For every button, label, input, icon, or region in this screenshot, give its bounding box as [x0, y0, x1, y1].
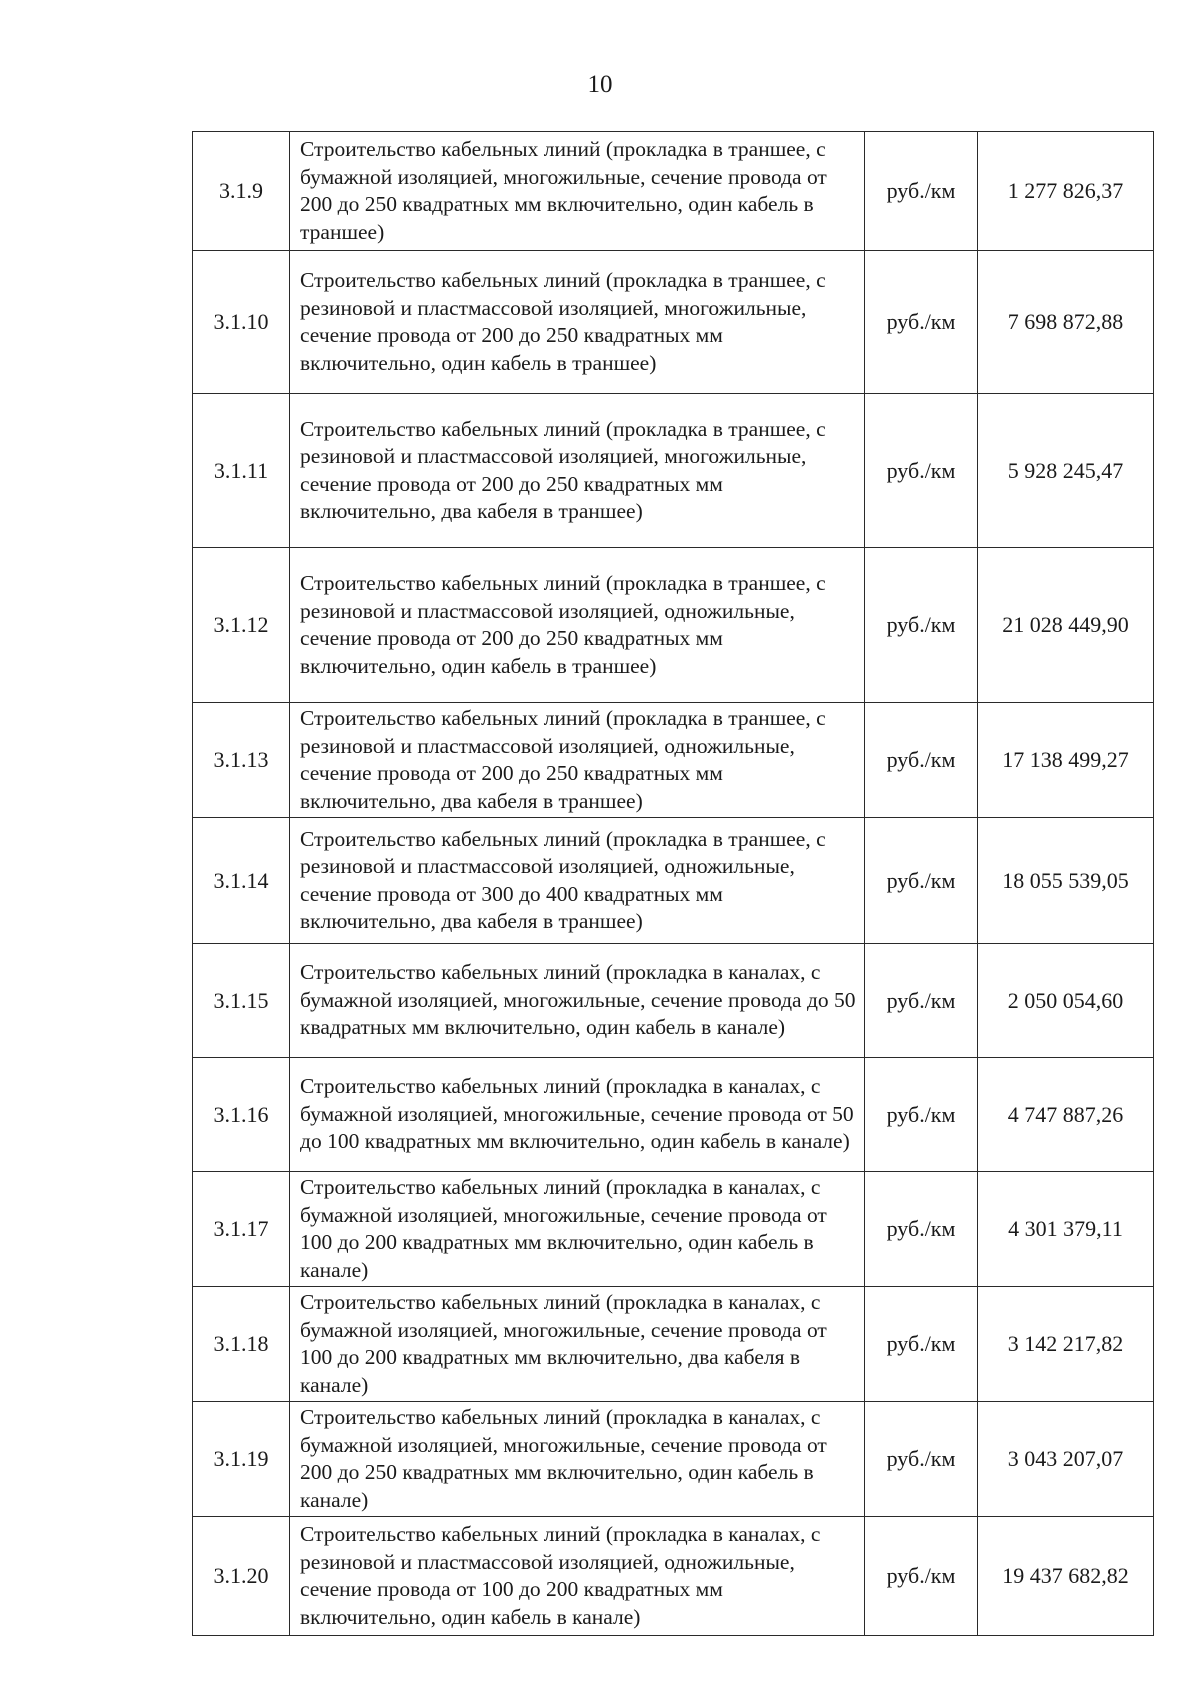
row-unit: руб./км — [865, 1517, 978, 1636]
row-code: 3.1.11 — [193, 394, 290, 548]
row-description: Строительство кабельных линий (прокладка в каналах, с бумажной изоляцией, многожильные, сечение провода от 100 до 200 квадратных мм включительно, один кабель в канале) — [290, 1172, 865, 1287]
table-row — [193, 1172, 1154, 1287]
row-value: 19 437 682,82 — [978, 1517, 1154, 1636]
row-code: 3.1.17 — [193, 1172, 290, 1287]
page-number: 10 — [587, 71, 613, 98]
table-row — [193, 132, 1154, 251]
row-code: 3.1.14 — [193, 818, 290, 944]
row-code: 3.1.15 — [193, 944, 290, 1058]
row-code: 3.1.19 — [193, 1402, 290, 1517]
table-row — [193, 394, 1154, 548]
row-code: 3.1.10 — [193, 251, 290, 394]
row-value: 4 747 887,26 — [978, 1058, 1154, 1172]
table-row — [193, 703, 1154, 818]
row-code: 3.1.13 — [193, 703, 290, 818]
row-unit: руб./км — [865, 1287, 978, 1402]
row-unit: руб./км — [865, 1402, 978, 1517]
row-description: Строительство кабельных линий (прокладка в траншее, с бумажной изоляцией, многожильные, сечение провода от 200 до 250 квадратных мм включительно, один кабель в траншее) — [290, 132, 865, 251]
table-row — [193, 1517, 1154, 1636]
row-unit: руб./км — [865, 394, 978, 548]
row-value: 2 050 054,60 — [978, 944, 1154, 1058]
row-unit: руб./км — [865, 1172, 978, 1287]
row-unit: руб./км — [865, 548, 978, 703]
row-description: Строительство кабельных линий (прокладка в траншее, с резиновой и пластмассовой изоляцией, одножильные, сечение провода от 300 до 400 квадратных мм включительно, два кабеля в траншее) — [290, 818, 865, 944]
table-row — [193, 1058, 1154, 1172]
row-unit: руб./км — [865, 132, 978, 251]
row-value: 3 043 207,07 — [978, 1402, 1154, 1517]
row-value: 18 055 539,05 — [978, 818, 1154, 944]
row-description: Строительство кабельных линий (прокладка в каналах, с бумажной изоляцией, многожильные, сечение провода от 50 до 100 квадратных мм включительно, один кабель в канале) — [290, 1058, 865, 1172]
table-row — [193, 1402, 1154, 1517]
row-code: 3.1.16 — [193, 1058, 290, 1172]
row-description: Строительство кабельных линий (прокладка в каналах, с резиновой и пластмассовой изоляцией, одножильные, сечение провода от 100 до 200 квадратных мм включительно, один кабель в канале) — [290, 1517, 865, 1636]
row-unit: руб./км — [865, 818, 978, 944]
row-unit: руб./км — [865, 703, 978, 818]
row-value: 1 277 826,37 — [978, 132, 1154, 251]
row-code: 3.1.20 — [193, 1517, 290, 1636]
table-row — [193, 818, 1154, 944]
rate-table — [192, 131, 1154, 1636]
row-description: Строительство кабельных линий (прокладка в траншее, с резиновой и пластмассовой изоляцией, одножильные, сечение провода от 200 до 250 квадратных мм включительно, один кабель в траншее) — [290, 548, 865, 703]
row-description: Строительство кабельных линий (прокладка в траншее, с резиновой и пластмассовой изоляцией, одножильные, сечение провода от 200 до 250 квадратных мм включительно, два кабеля в траншее) — [290, 703, 865, 818]
row-description: Строительство кабельных линий (прокладка в каналах, с бумажной изоляцией, многожильные, сечение провода до 50 квадратных мм включительно, один кабель в канале) — [290, 944, 865, 1058]
table-row — [193, 1287, 1154, 1402]
row-description: Строительство кабельных линий (прокладка в каналах, с бумажной изоляцией, многожильные, сечение провода от 200 до 250 квадратных мм включительно, один кабель в канале) — [290, 1402, 865, 1517]
table-row — [193, 548, 1154, 703]
row-description: Строительство кабельных линий (прокладка в траншее, с резиновой и пластмассовой изоляцией, многожильные, сечение провода от 200 до 250 квадратных мм включительно, два кабеля в траншее) — [290, 394, 865, 548]
row-value: 7 698 872,88 — [978, 251, 1154, 394]
row-unit: руб./км — [865, 944, 978, 1058]
row-code: 3.1.18 — [193, 1287, 290, 1402]
row-code: 3.1.12 — [193, 548, 290, 703]
table-row — [193, 251, 1154, 394]
row-description: Строительство кабельных линий (прокладка в траншее, с резиновой и пластмассовой изоляцией, многожильные, сечение провода от 200 до 250 квадратных мм включительно, один кабель в траншее) — [290, 251, 865, 394]
row-code: 3.1.9 — [193, 132, 290, 251]
row-value: 4 301 379,11 — [978, 1172, 1154, 1287]
row-value: 21 028 449,90 — [978, 548, 1154, 703]
table-row — [193, 944, 1154, 1058]
row-value: 17 138 499,27 — [978, 703, 1154, 818]
row-description: Строительство кабельных линий (прокладка в каналах, с бумажной изоляцией, многожильные, сечение провода от 100 до 200 квадратных мм включительно, два кабеля в канале) — [290, 1287, 865, 1402]
row-value: 5 928 245,47 — [978, 394, 1154, 548]
row-unit: руб./км — [865, 251, 978, 394]
row-unit: руб./км — [865, 1058, 978, 1172]
row-value: 3 142 217,82 — [978, 1287, 1154, 1402]
